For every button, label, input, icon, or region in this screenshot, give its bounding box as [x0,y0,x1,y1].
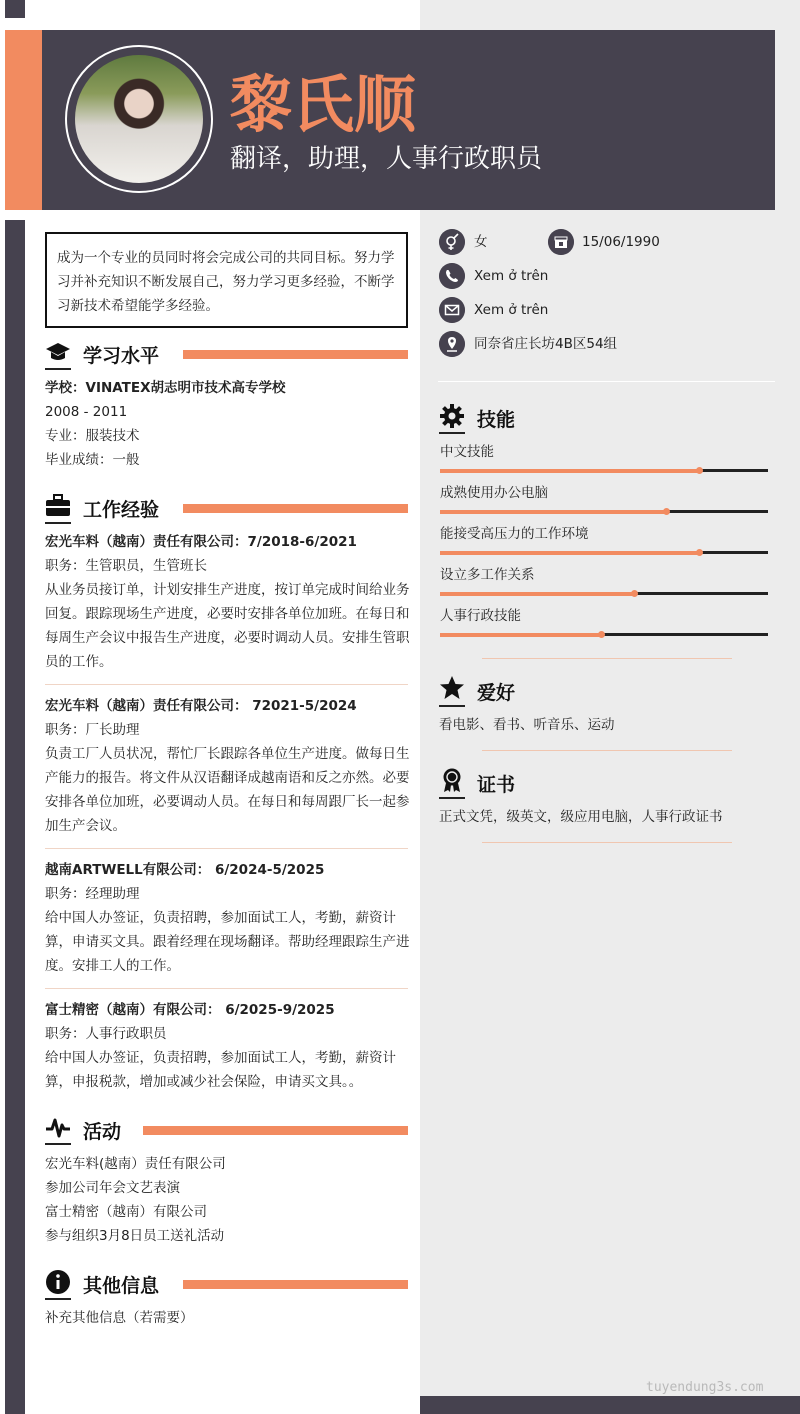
activity-item: 富士精密（越南）有限公司 [45,1204,207,1220]
certificates-separator [482,842,732,843]
graduation-cap-icon [45,339,71,365]
experience-underline [45,522,71,524]
skill-bar-fill [440,510,666,514]
skill-level-handle [696,467,703,474]
email-value: Xem ở trên [474,302,549,318]
phone-value: Xem ở trên [474,268,549,284]
job-position: 职务：生管职员，生管班长 [45,558,207,574]
gear-icon [439,403,465,429]
watermark: tuyendung3s.com [646,1380,764,1395]
certificates-heading: 证书 [477,774,516,796]
activities-heading: 活动 [83,1121,122,1143]
skill-level-handle [598,631,605,638]
job-title: 翻译，助理，人事行政职员 [230,144,543,174]
skill-name: 设立多工作关系 [440,567,535,583]
other-underline [45,1298,71,1300]
candidate-name: 黎氏顺 [230,71,417,140]
job-separator [45,848,408,849]
experience-heading: 工作经验 [83,499,160,521]
hobbies-separator [482,750,732,751]
skill-bar-fill [440,592,634,596]
skills-heading: 技能 [477,409,516,431]
education-heading-bar [183,350,408,359]
certificates-text: 正式文凭，级英文，级应用电脑，人事行政证书 [439,809,723,825]
skill-level-handle [663,508,670,515]
job-position: 职务：厂长助理 [45,722,140,738]
phone-icon [439,263,465,289]
objective-box: 成为一个专业的员同时将会完成公司的共同目标。努力学习并补充知识不断发展自己，努力学习更多经验，不断学习新技术希望能学多经验。 [45,232,408,328]
job-description: 给中国人办签证，负责招聘，参加面试工人，考勤，薪资计算，申请买文具。跟着经理在现场翻译。帮助经理跟踪生产进度。安排工人的工作。 [45,910,410,974]
star-icon [439,675,465,701]
left-strip-top [5,0,25,18]
activity-item: 宏光车料(越南）责任有限公司 [45,1156,226,1172]
job-position: 职务：经理助理 [45,886,140,902]
job-company: 富士精密（越南）有限公司： 6/2025-9/2025 [45,1002,335,1018]
education-grade: 毕业成绩：一般 [45,452,140,468]
experience-heading-bar [183,504,408,513]
skill-bar-fill [440,633,601,637]
contact-separator [438,381,775,382]
hobbies-underline [439,705,465,707]
skill-level-handle [631,590,638,597]
other-text: 补充其他信息（若需要） [45,1310,194,1326]
footer-bar [420,1396,800,1414]
header-banner [5,30,775,210]
job-description: 给中国人办签证，负责招聘，参加面试工人，考勤，薪资计算，申报税款，增加或减少社会保险，申请买文具。。 [45,1050,396,1090]
skill-name: 中文技能 [440,444,494,460]
activity-item: 参加公司年会文艺表演 [45,1180,180,1196]
address-value: 同奈省庄长坊4B区54组 [474,336,618,352]
email-icon [439,297,465,323]
education-heading: 学习水平 [83,345,160,367]
skill-bar-fill [440,551,699,555]
job-position: 职务：人事行政职员 [45,1026,167,1042]
skill-bar-fill [440,469,699,473]
activities-heading-bar [143,1126,408,1135]
birthday-value: 15/06/1990 [582,234,660,250]
education-major: 专业：服装技术 [45,428,140,444]
other-heading: 其他信息 [83,1275,160,1297]
job-company: 越南ARTWELL有限公司： 6/2024-5/2025 [45,862,325,878]
info-icon [45,1269,71,1295]
avatar [75,55,203,183]
left-strip [5,220,25,1414]
skills-separator [482,658,732,659]
certificates-underline [439,797,465,799]
other-heading-bar [183,1280,408,1289]
education-school: 学校：VINATEX胡志明市技术高专学校 [45,380,286,396]
education-years: 2008 - 2011 [45,404,128,420]
job-description: 从业务员接订单，计划安排生产进度，按订单完成时间给业务回复。跟踪现场生产进度，必要时安排各单位加班。在每日和每周生产会议中报告生产进度，必要时调动人员。安排生管职员的工作。 [45,582,410,670]
pulse-icon [45,1115,71,1141]
gender-value: 女 [474,234,488,250]
hobbies-heading: 爱好 [477,682,516,704]
calendar-icon [548,229,574,255]
activities-underline [45,1143,71,1145]
skill-name: 能接受高压力的工作环境 [440,526,589,542]
job-separator [45,684,408,685]
job-description: 负责工厂人员状况，帮忙厂长跟踪各单位生产进度。做每日生产能力的报告。将文件从汉语翻译成越南语和反之亦然。必要安排各单位加班，必要调动人员。在每日和每周跟厂长一起参加生产会议。 [45,746,410,834]
skills-underline [439,432,465,434]
header-accent [5,30,42,210]
award-icon [439,767,465,793]
briefcase-icon [45,493,71,519]
gender-icon [439,229,465,255]
education-underline [45,368,71,370]
skill-name: 成熟使用办公电脑 [440,485,548,501]
right-column-background [420,0,800,1414]
skill-name: 人事行政技能 [440,608,521,624]
location-icon [439,331,465,357]
skill-level-handle [696,549,703,556]
hobbies-text: 看电影、看书、听音乐、运动 [439,717,615,733]
activity-item: 参与组织3月8日员工送礼活动 [45,1228,225,1244]
job-company: 宏光车料（越南）责任有限公司：7/2018-6/2021 [45,534,357,550]
job-company: 宏光车料（越南）责任有限公司： 72021-5/2024 [45,698,357,714]
job-separator [45,988,408,989]
